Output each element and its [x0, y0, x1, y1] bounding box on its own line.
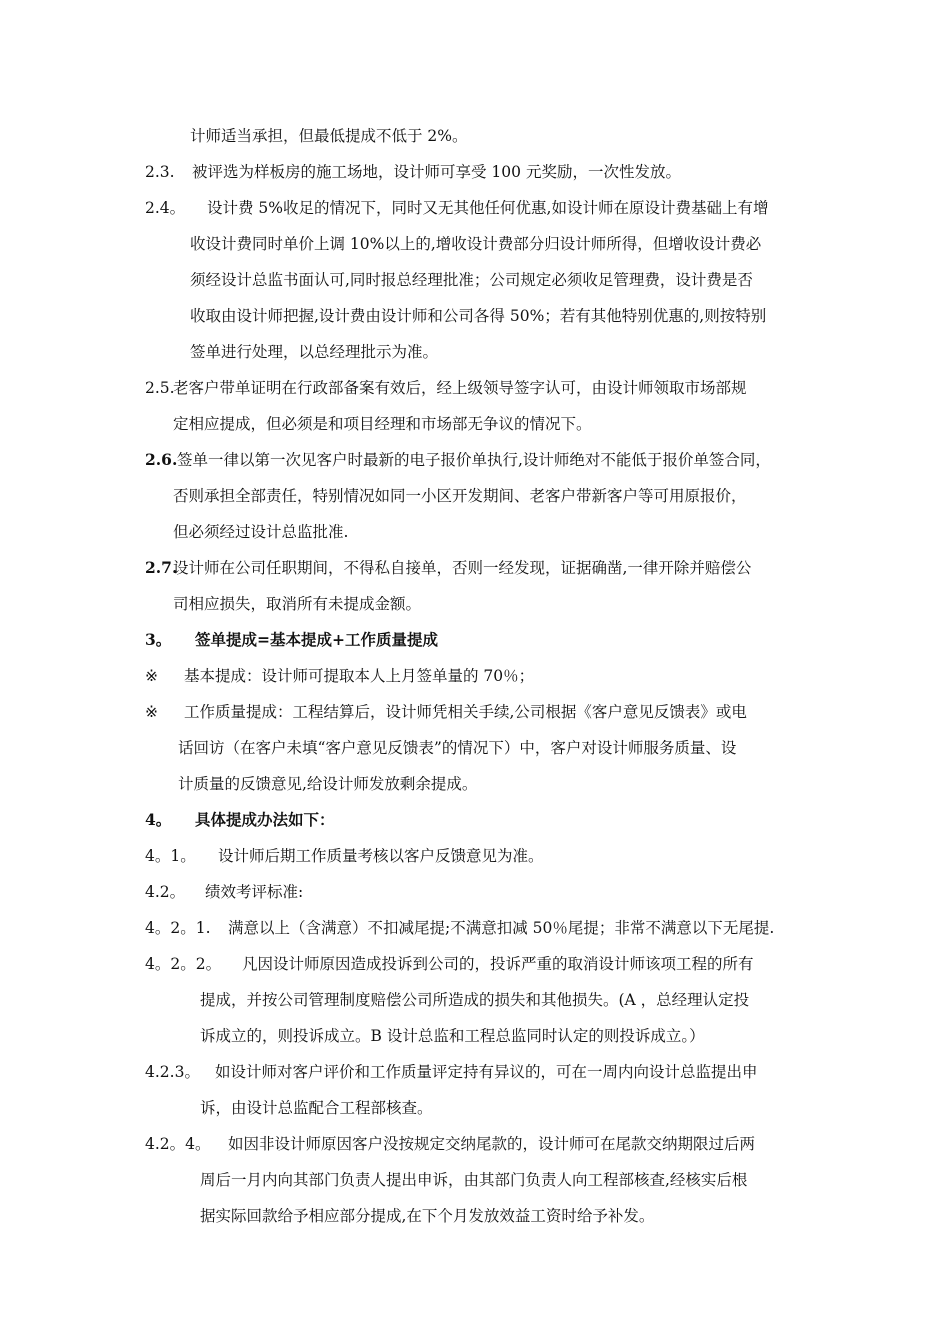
- item-2-3: 2.3. 被评选为样板房的施工场地，设计师可享受 100 元奖励，一次性发放。: [145, 163, 681, 181]
- text-line: 但必须经过设计总监批准.: [173, 523, 349, 541]
- item-2-5: 2.5.老客户带单证明在行政部备案有效后，经上级领导签字认可，由设计师领取市场部规: [145, 379, 747, 397]
- text-line: 据实际回款给予相应部分提成,在下个月发放效益工资时给予补发。: [200, 1207, 655, 1225]
- bullet-base-commission: ※ 基本提成：设计师可提取本人上月签单量的 70％；: [145, 667, 535, 685]
- text-line: 收设计费同时单价上调 10%以上的,增收设计费部分归设计师所得，但增收设计费必: [190, 235, 762, 253]
- item-4-2-1: 4。2。1. 满意以上（含满意）不扣减尾提;不满意扣减 50％尾提；非常不满意以下无尾提.: [145, 919, 775, 937]
- section-3-heading: 3。 签单提成=基本提成+工作质量提成: [145, 630, 438, 649]
- text-line: 诉成立的，则投诉成立。B 设计总监和工程总监同时认定的则投诉成立。）: [200, 1027, 705, 1045]
- item-2-6: 2.6.签单一律以第一次见客户时最新的电子报价单执行,设计师绝对不能低于报价单签合同，: [145, 450, 771, 469]
- text-line: 收取由设计师把握,设计费由设计师和公司各得 50%；若有其他特别优惠的,则按特别: [190, 307, 767, 325]
- text-line: 否则承担全部责任，特别情况如同一小区开发期间、老客户带新客户等可用原报价，: [173, 487, 747, 505]
- item-4-2-2: 4。2。2。 凡因设计师原因造成投诉到公司的，投诉严重的取消设计师该项工程的所有: [145, 955, 754, 973]
- item-4-2-4: 4.2。4。 如因非设计师原因客户没按规定交纳尾款的，设计师可在尾款交纳期限过后两: [145, 1135, 756, 1153]
- text-line: 计质量的反馈意见,给设计师发放剩余提成。: [178, 775, 478, 793]
- text-line: 定相应提成，但必须是和项目经理和市场部无争议的情况下。: [173, 415, 592, 433]
- text-line: 司相应损失，取消所有未提成金额。: [173, 595, 422, 613]
- text-line: 签单进行处理，以总经理批示为准。: [190, 343, 439, 361]
- item-4-2-3: 4.2.3。 如设计师对客户评价和工作质量评定持有异议的，可在一周内向设计总监提出申: [145, 1063, 758, 1081]
- bullet-quality-commission: ※ 工作质量提成：工程结算后，设计师凭相关手续,公司根据《客户意见反馈表》或电: [145, 703, 747, 721]
- item-4-2: 4.2。 绩效考评标准:: [145, 883, 304, 901]
- text-line: 话回访（在客户未填“客户意见反馈表”的情况下）中，客户对设计师服务质量、设: [178, 739, 737, 757]
- text-line: 提成，并按公司管理制度赔偿公司所造成的损失和其他损失。(A ，总经理认定投: [200, 991, 750, 1009]
- section-4-heading: 4。 具体提成办法如下：: [145, 810, 335, 829]
- text-line: 计师适当承担，但最低提成不低于 2%。: [190, 127, 468, 145]
- item-2-7: 2.7.设计师在公司任职期间，不得私自接单，否则一经发现，证据确凿,一律开除并赔偿公: [145, 558, 752, 577]
- text-line: 须经设计总监书面认可,同时报总经理批准；公司规定必须收足管理费，设计费是否: [190, 271, 753, 289]
- item-4-1: 4。1。 设计师后期工作质量考核以客户反馈意见为准。: [145, 847, 544, 865]
- item-2-4: 2.4。 设计费 5%收足的情况下，同时又无其他任何优惠,如设计师在原设计费基础上有增: [145, 199, 769, 217]
- text-line: 周后一月内向其部门负责人提出申诉，由其部门负责人向工程部核查,经核实后根: [200, 1171, 748, 1189]
- text-line: 诉，由设计总监配合工程部核查。: [200, 1099, 433, 1117]
